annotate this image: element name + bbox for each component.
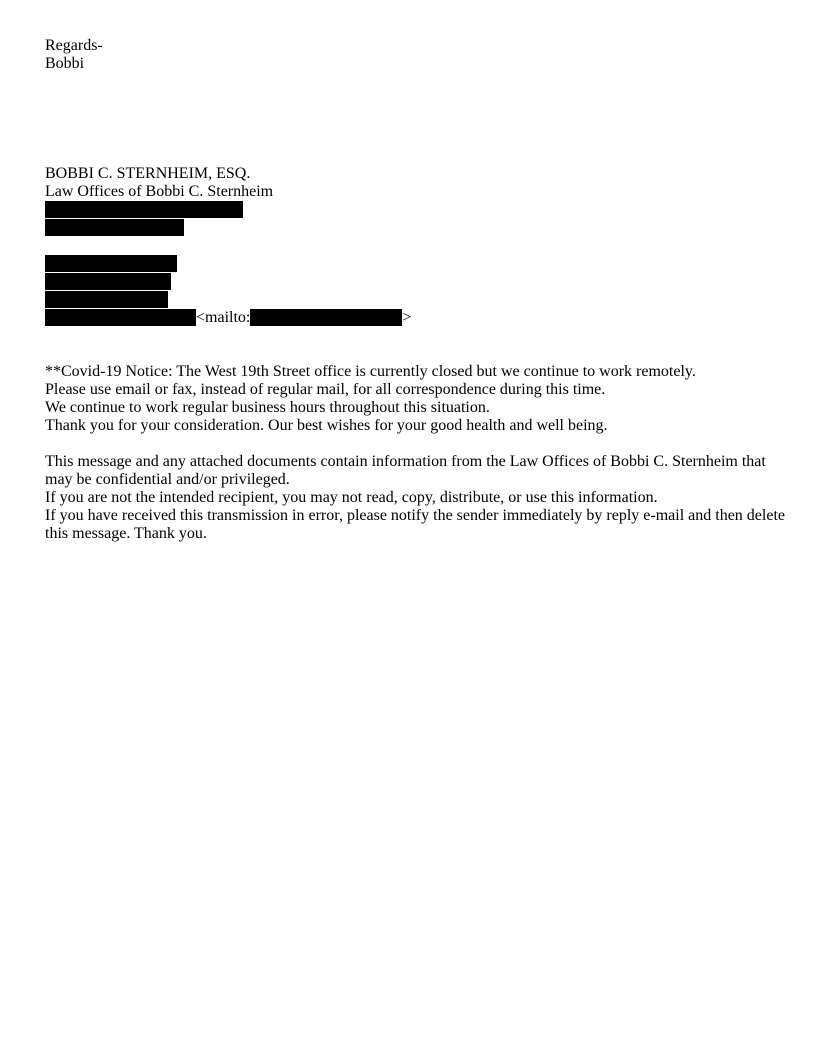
covid-notice-line: We continue to work regular business hours throughout this situation. — [45, 399, 490, 416]
email-document — [45, 37, 785, 543]
disclaimer-line: If you have received this transmission in error, please notify the sender immediately by reply e-mail and then delete this message. Thank you. — [45, 507, 785, 542]
signature-firm: Law Offices of Bobbi C. Sternheim — [45, 183, 274, 200]
redaction-bar — [45, 219, 184, 236]
covid-notice — [45, 363, 785, 435]
closing-name: Bobbi — [45, 55, 85, 72]
redacted-phone-line-2 — [45, 273, 785, 291]
redacted-address-line-2 — [45, 219, 785, 237]
redacted-phone-line-1 — [45, 255, 785, 273]
spacer — [45, 327, 785, 363]
redaction-bar[interactable] — [250, 309, 402, 326]
redaction-bar — [45, 201, 243, 218]
spacer — [45, 237, 785, 255]
redaction-bar — [45, 291, 168, 308]
redaction-bar — [45, 309, 196, 326]
mailto-suffix: > — [402, 309, 412, 326]
redacted-phone-line-3 — [45, 291, 785, 309]
closing-regards: Regards- — [45, 37, 103, 54]
redaction-bar — [45, 273, 171, 290]
signature-name-title: BOBBI C. STERNHEIM, ESQ. — [45, 165, 251, 182]
signature-block — [45, 165, 785, 327]
covid-notice-line: Please use email or fax, instead of regular mail, for all correspondence during this time. — [45, 381, 606, 398]
covid-notice-line: **Covid-19 Notice: The West 19th Street office is currently closed but we continue to work remotely. — [45, 363, 696, 380]
confidentiality-disclaimer — [45, 453, 785, 543]
closing-block — [45, 37, 785, 73]
redaction-bar — [45, 255, 177, 272]
mailto-prefix: <mailto: — [196, 309, 251, 326]
spacer — [45, 435, 785, 453]
spacer — [45, 73, 785, 165]
redacted-address-line-1 — [45, 201, 785, 219]
email-line — [45, 309, 785, 327]
disclaimer-line: If you are not the intended recipient, you may not read, copy, distribute, or use this information. — [45, 489, 658, 506]
covid-notice-line: Thank you for your consideration. Our best wishes for your good health and well being. — [45, 417, 608, 434]
disclaimer-line: This message and any attached documents contain information from the Law Offices of Bobbi C. Sternheim that may be confidential and/or privileged. — [45, 453, 766, 488]
